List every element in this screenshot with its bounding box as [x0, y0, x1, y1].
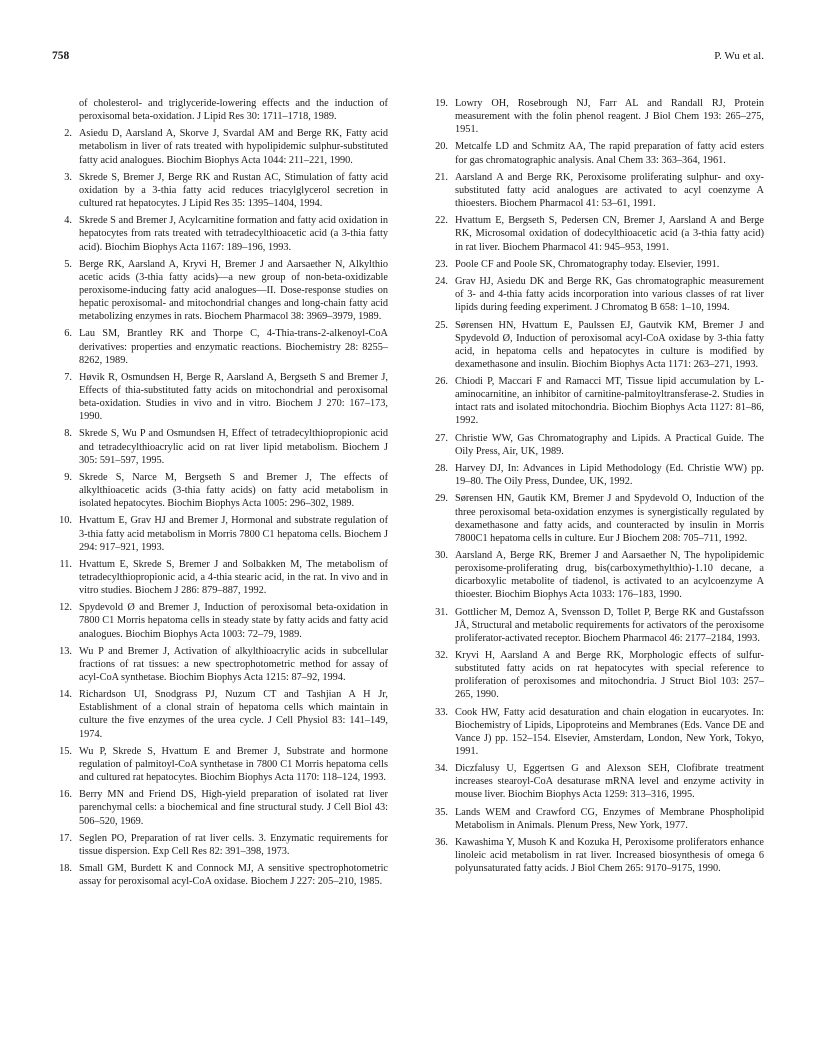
reference-text: Diczfalusy U, Eggertsen G and Alexson SEH, Clofibrate treatment increases stearoyl-CoA desaturase mRNA level and enzyme activity in mouse liver. Biochim Biophys Acta 1259: 313–316, 1995.	[455, 763, 764, 801]
reference-item	[428, 171, 764, 210]
reference-number: 32.	[435, 650, 448, 661]
reference-item	[52, 645, 388, 684]
reference-item	[428, 275, 764, 314]
reference-item	[428, 762, 764, 801]
reference-number: 33.	[435, 706, 448, 718]
reference-text: Richardson UI, Snodgrass PJ, Nuzum CT and Tashjian A H Jr, Establishment of a clonal strain of hepatoma cells which maintain in culture the five enzymes of the urea cycle. J Cell Physiol 83: 141–149, 1974.	[79, 689, 388, 740]
reference-item	[52, 832, 388, 858]
reference-text: Hvattum E, Bergseth S, Pedersen CN, Bremer J, Aarsland A and Berge RK, Microsomal oxidation of dodecylthioacetic acid (a 3-thia fatty acid) in rat liver. Biochem Pharmacol 41: 945–953, 1991.	[455, 215, 764, 253]
reference-number: 26.	[435, 376, 448, 388]
reference-number: 34.	[435, 763, 448, 775]
reference-text: Seglen PO, Preparation of rat liver cells. 3. Enzymatic requirements for tissue dispersion. Exp Cell Res 82: 391–398, 1973.	[79, 832, 388, 857]
reference-item	[52, 258, 388, 323]
reference-number: 36.	[435, 836, 448, 848]
reference-item	[52, 214, 388, 253]
reference-item	[52, 558, 388, 597]
reference-text: Wu P and Bremer J, Activation of alkylthioacrylic acids in subcellular fractions of rat tissues: a new spectrophotometric method for assay of acyl-CoA synthetase. Biochim Biophys Acta 1215: 87–92, 1994.	[79, 645, 388, 683]
reference-number: 14.	[59, 689, 72, 701]
reference-item	[52, 97, 388, 123]
reference-number: 22.	[435, 215, 448, 227]
reference-item	[52, 688, 388, 740]
reference-text: Kawashima Y, Musoh K and Kozuka H, Peroxisome proliferators enhance linoleic acid metabolism in rat liver. Increased biosynthesis of omega 6 polyunsaturated fatty acids. J Biol Chem 265: 9170–9175, 1990.	[455, 836, 764, 875]
reference-text: Harvey DJ, In: Advances in Lipid Methodology (Ed. Christie WW) pp. 19–80. The Oily Press, Dundee, UK, 1992.	[455, 463, 764, 488]
reference-text: Sørensen HN, Gautik KM, Bremer J and Spydevold O, Induction of the three peroxisomal beta-oxidation enzymes is synergistically regulated by dexamethasone and fatty acids, and counteracted by insulin in Morris 7800C1 hepatoma cells in culture. Eur J Biochem 208: 705–711, 1992.	[455, 493, 764, 544]
reference-text: Metcalfe LD and Schmitz AA, The rapid preparation of fatty acid esters for gas chromatographic analysis. Anal Chem 33: 363–364, 1961.	[455, 141, 764, 166]
reference-number: 35.	[435, 806, 448, 818]
reference-text: Wu P, Skrede S, Hvattum E and Bremer J, Substrate and hormone regulation of palmitoyl-CoA synthetase in 7800 C1 Morris hepatoma cells and cultured rat hepatocytes. Biochim Biophys Acta 1170: 118–124, 1993.	[79, 745, 388, 784]
reference-item	[428, 806, 764, 832]
reference-item	[52, 171, 388, 210]
reference-text: Small GM, Burdett K and Connock MJ, A sensitive spectrophotometric assay for peroxisomal acyl-CoA oxidase. Biochem J 227: 205–210, 1985.	[79, 863, 388, 888]
reference-text: Berge RK, Aarsland A, Kryvi H, Bremer J and Aarsaether N, Alkylthio acetic acids (3-thia fatty acids)—a new group of non-beta-oxidizable peroxisome-inducing fatty acid analogues—II. Dose-response studies on hepatic peroxisomal- and mitochondrial changes and long-chain fatty acid metabolizing enzymes in rats. Biochem Pharmacol 38: 3969–3979, 1989.	[79, 258, 388, 323]
reference-item	[52, 514, 388, 553]
reference-item	[52, 327, 388, 366]
page-header	[52, 50, 764, 66]
reference-item	[428, 319, 764, 371]
reference-number: 31.	[435, 606, 448, 618]
reference-item	[428, 649, 764, 701]
reference-item	[428, 432, 764, 458]
reference-item	[428, 462, 764, 488]
page-number: 758	[52, 50, 70, 62]
reference-item	[52, 371, 388, 423]
reference-number: 10.	[59, 515, 72, 527]
reference-text: Lands WEM and Crawford CG, Enzymes of Membrane Phospholipid Metabolism in Animals. Plenum Press, New York, 1977.	[455, 806, 764, 831]
reference-number: 11.	[59, 558, 72, 570]
reference-text: Aarsland A and Berge RK, Peroxisome proliferating sulphur- and oxy-substituted fatty acid analogues are activated to acyl coenzyme A thioesters. Biochem Pharmacol 41: 53–61, 1991.	[455, 171, 764, 210]
reference-item	[52, 745, 388, 784]
reference-number: 2.	[64, 128, 72, 140]
reference-text: Poole CF and Poole SK, Chromatography today. Elsevier, 1991.	[455, 258, 720, 270]
reference-number: 6.	[64, 328, 72, 340]
reference-item	[52, 601, 388, 640]
reference-number: 16.	[59, 789, 72, 801]
reference-number: 28.	[435, 463, 448, 475]
reference-text: Asiedu D, Aarsland A, Skorve J, Svardal AM and Berge RK, Fatty acid metabolism in liver of rats treated with hypolipidemic sulphur-substituted fatty acid analogues. Biochim Biophys Acta 1044: 211–221, 1990.	[79, 128, 388, 166]
reference-text: Skrede S, Wu P and Osmundsen H, Effect of tetradecylthiopropionic acid and tetradecylthioacrylic acid on rat liver lipid metabolism. Biochem J 305: 591–597, 1995.	[79, 428, 388, 466]
references-left-column	[52, 97, 388, 893]
reference-text: Spydevold Ø and Bremer J, Induction of peroxisomal beta-oxidation in 7800 C1 Morris hepatoma cells in steady state by fatty acids and fatty acid analogues. Biochim Biophys Acta 1003: 72–79, 1989.	[79, 602, 388, 640]
reference-item	[428, 836, 764, 875]
reference-number: 29.	[435, 493, 448, 505]
reference-number: 21.	[435, 171, 448, 183]
reference-number: 25.	[435, 319, 448, 331]
reference-number: 20.	[435, 141, 448, 153]
reference-item	[428, 258, 764, 271]
running-head: P. Wu et al.	[714, 50, 764, 62]
reference-number: 19.	[435, 98, 448, 109]
reference-item	[52, 427, 388, 466]
reference-text: Lau SM, Brantley RK and Thorpe C, 4-Thia-trans-2-alkenoyl-CoA derivatives: properties and enzymatic reactions. Biochemistry 28: 8255–8262, 1989.	[79, 328, 388, 366]
reference-number: 8.	[64, 428, 72, 440]
reference-item	[428, 706, 764, 758]
reference-text: Hvattum E, Grav HJ and Bremer J, Hormonal and substrate regulation of 3-thia fatty acid metabolism in Morris 7800 C1 hepatoma cells. Biochem J 294: 917–921, 1993.	[79, 515, 388, 553]
reference-text: Skrede S, Narce M, Bergseth S and Bremer J, The effects of alkylthioacetic acids (3-thia fatty acids) on fatty acid metabolism in isolated hepatocytes. Biochim Biophys Acta 1005: 296–302, 1989.	[79, 471, 388, 510]
reference-number: 4.	[64, 215, 72, 227]
reference-text: Kryvi H, Aarsland A and Berge RK, Morphologic effects of sulfur-substituted fatty acids on rat hepatocytes with special reference to proliferation of peroxisomes and mitochondria. J Struct Biol 103: 257–265, 1990.	[455, 650, 764, 701]
reference-item	[52, 471, 388, 510]
reference-text: Skrede S, Bremer J, Berge RK and Rustan AC, Stimulation of fatty acid oxidation by a 3-thia fatty acid reduces triacylglycerol secretion in cultured rat hepatocytes. J Lipid Res 35: 1395–1404, 1994.	[79, 171, 388, 210]
reference-number: 24.	[435, 276, 448, 288]
reference-item	[428, 549, 764, 601]
reference-number: 17.	[59, 832, 72, 844]
reference-number: 3.	[64, 171, 72, 183]
reference-item	[428, 214, 764, 253]
reference-text: Skrede S and Bremer J, Acylcarnitine formation and fatty acid oxidation in hepatocytes from rats treated with tetradecylthioacetic acid (a 3-thia fatty acid). Biochim Biophys Acta 1167: 189–196, 1993.	[79, 215, 388, 253]
reference-text: Høvik R, Osmundsen H, Berge R, Aarsland A, Bergseth S and Bremer J, Effects of thia-substituted fatty acids on mitochondrial and peroxisomal beta-oxidation. Studies in vivo and in vitro. Biochem J 270: 167–173, 1990.	[79, 371, 388, 423]
reference-text: Berry MN and Friend DS, High-yield preparation of isolated rat liver parenchymal cells: a biochemical and fine structural study. J Cell Biol 43: 506–520, 1969.	[79, 789, 388, 827]
reference-text: of cholesterol- and triglyceride-lowering effects and the induction of peroxisomal beta-oxidation. J Lipid Res 30: 1711–1718, 1989.	[79, 98, 388, 123]
reference-number: 5.	[64, 258, 72, 270]
reference-text: Sørensen HN, Hvattum E, Paulssen EJ, Gautvik KM, Bremer J and Spydevold Ø, Induction of peroxisomal acyl-CoA oxidase by 3-thia fatty acid, in hepatoma cells and hepatocytes in culture is modified by dexamethasone and insulin. Biochim Biophys Acta 1171: 263–271, 1993.	[455, 319, 764, 370]
reference-item	[428, 375, 764, 427]
reference-number: 13.	[59, 645, 72, 657]
reference-number: 18.	[59, 863, 72, 875]
reference-text: Lowry OH, Rosebrough NJ, Farr AL and Randall RJ, Protein measurement with the folin phenol reagent. J Biol Chem 193: 265–275, 1951.	[455, 98, 764, 136]
reference-number: 30.	[435, 549, 448, 561]
reference-text: Grav HJ, Asiedu DK and Berge RK, Gas chromatographic measurement of 3- and 4-thia fatty acids incorporation into various classes of rat liver lipids during feeding experiment. J Chromatog B 658: 1–10, 1994.	[455, 276, 764, 314]
reference-number: 12.	[59, 602, 72, 614]
reference-item	[52, 788, 388, 827]
reference-item	[428, 606, 764, 645]
reference-item	[52, 862, 388, 888]
reference-text: Cook HW, Fatty acid desaturation and chain elogation in eucaryotes. In: Biochemistry of Lipids, Lipoproteins and Membranes (Eds. Vance DE and Vance J) pp. 152–154. Elsevier, Amsterdam, London, New York, Tokyo, 1991.	[455, 706, 764, 757]
reference-text: Aarsland A, Berge RK, Bremer J and Aarsaether N, The hypolipidemic peroxisome-proliferating drug, bis(carboxymethylthio)-1.10 decane, a dicarboxylic metabolite of tiadenol, is activated to an acylcoenzyme A thioester. Biochim Biophys Acta 1033: 176–183, 1990.	[455, 549, 764, 601]
reference-number: 15.	[59, 745, 72, 757]
reference-number: 7.	[64, 371, 72, 383]
reference-text: Hvattum E, Skrede S, Bremer J and Solbakken M, The metabolism of tetradecylthiopropionic acid, a 4-thia stearic acid, in the rat. In vivo and in vitro studies. Biochem J 286: 879–887, 1992.	[79, 558, 388, 597]
reference-item	[428, 140, 764, 166]
reference-number: 23.	[435, 258, 448, 270]
reference-number: 27.	[435, 432, 448, 444]
reference-number: 9.	[64, 471, 72, 483]
reference-text: Chiodi P, Maccari F and Ramacci MT, Tissue lipid accumulation by L-aminocarnitine, an inhibitor of carnitine-palmitoyltransferase-2. Studies in intact rats and isolated mitochondria. Biochim Biophys Acta 1127: 81–86, 1992.	[455, 376, 764, 427]
reference-item	[428, 97, 764, 136]
reference-text: Christie WW, Gas Chromatography and Lipids. A Practical Guide. The Oily Press, Air, UK, 1989.	[455, 432, 764, 457]
reference-item	[52, 127, 388, 166]
references-right-column	[428, 97, 764, 879]
reference-text: Gottlicher M, Demoz A, Svensson D, Tollet P, Berge RK and Gustafsson JÅ, Structural and metabolic requirements for activators of the peroxisome proliferator-activated receptor. Biochem Pharmacol 46: 2177–2184, 1993.	[455, 606, 764, 644]
reference-item	[428, 492, 764, 544]
